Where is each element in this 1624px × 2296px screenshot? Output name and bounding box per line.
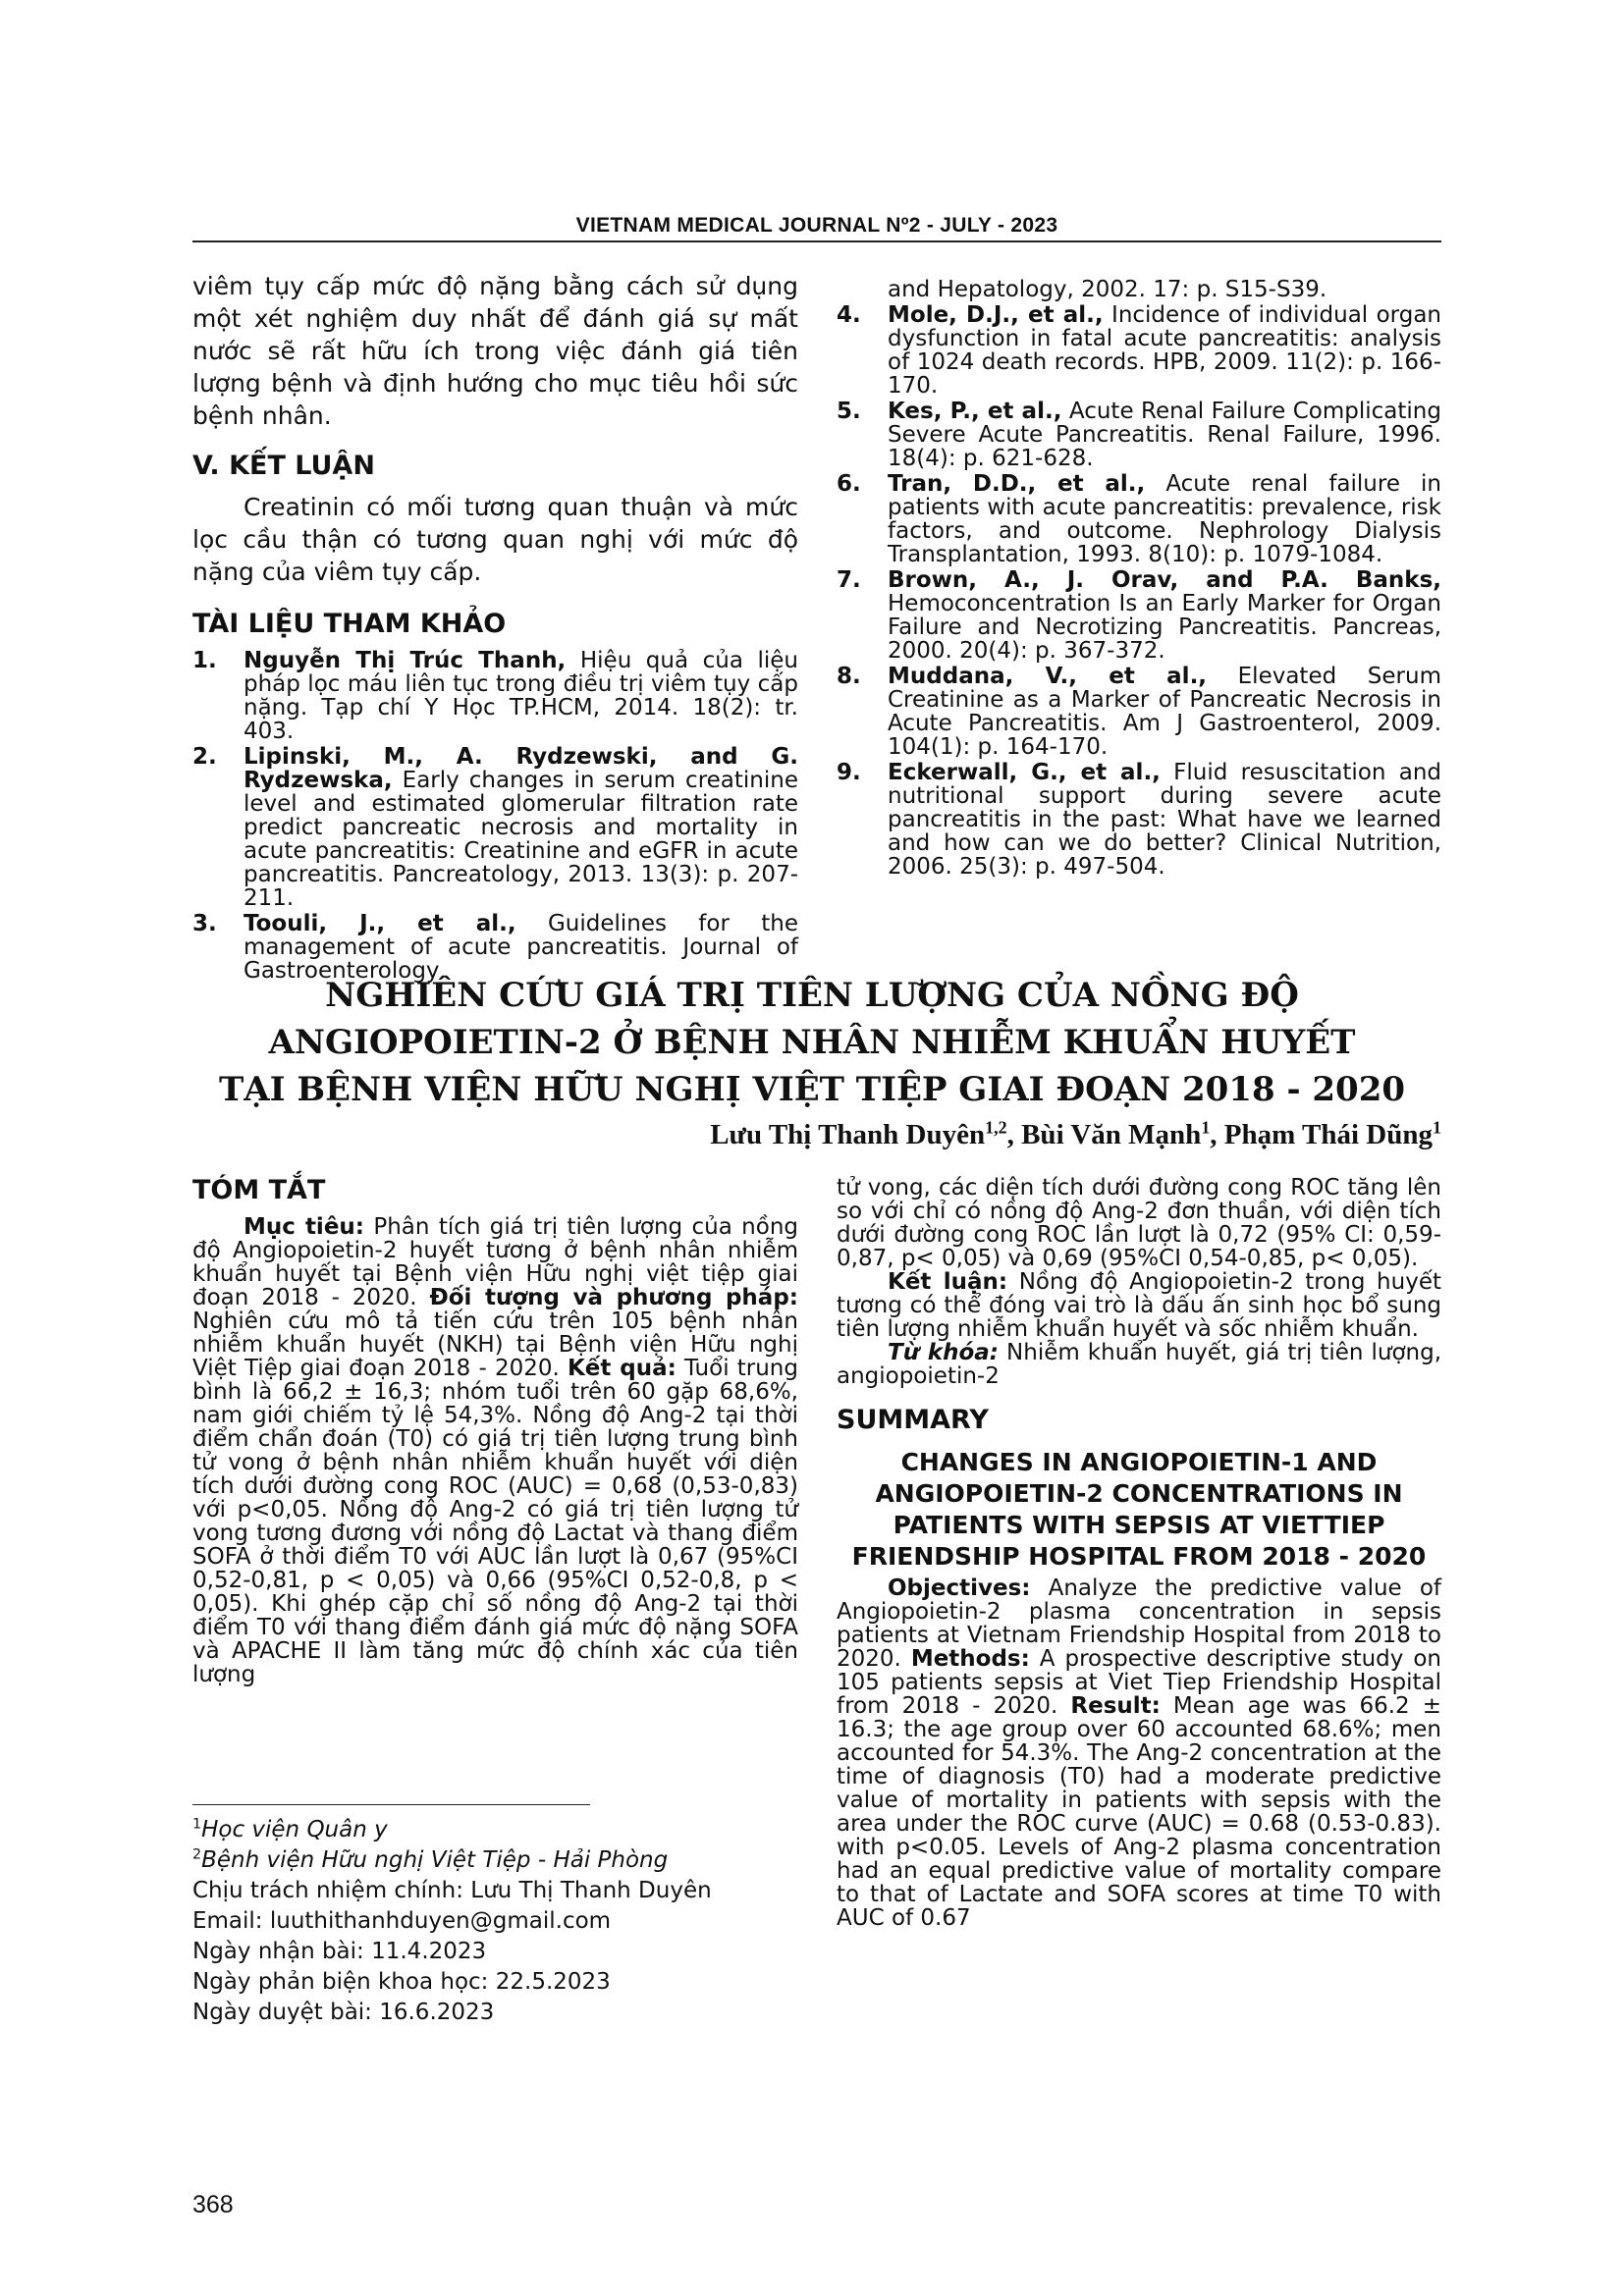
conclusion-heading: V. KẾT LUẬN xyxy=(192,451,375,481)
reference-continuation: and Hepatology, 2002. 17: p. S15-S39. xyxy=(888,277,1327,302)
reference-item: 7. Brown, A., J. Orav, and P.A. Banks, Hemoconcentration Is an Early Marker for Organ Failure and Necrotizing Pancreatitis. Pancreas, 2000. 20(4): p. 367-372. xyxy=(837,567,1441,664)
article-authors: Lưu Thị Thanh Duyên$^{1,2}$, Bùi Văn Mạnh$^1$, Phạm Thái Dũng$^1$ xyxy=(710,1117,1441,1150)
prev-article-right-column xyxy=(837,278,1441,881)
prev-article-left-column xyxy=(192,270,798,985)
page-number: 368 xyxy=(192,2191,234,2218)
reference-item: 6. Tran, D.D., et al., Acute renal failure in patients with acute pancreatitis: prevalence, risk factors, and outcome. Nephrology Dialysis Transplantation, 1993. 8(10): p. 1079-1084. xyxy=(837,471,1441,567)
tom-tat-heading: TÓM TẮT xyxy=(192,1175,326,1205)
footnote-received: Ngày nhận bài: 11.4.2023 xyxy=(192,1939,487,1964)
footnote-responsible: Chịu trách nhiệm chính: Lưu Thị Thanh Duyên xyxy=(192,1878,712,1903)
author-name: Lưu Thị Thanh Duyên xyxy=(710,1119,986,1150)
summary-title: CHANGES IN ANGIOPOIETIN-1 AND ANGIOPOIETIN-2 CONCENTRATIONS IN PATIENTS WITH SEPSIS AT VIETTIEP FRIENDSHIP HOSPITAL FROM 2018 - 2020 xyxy=(851,1448,1427,1571)
tom-tat-result-part1: Tuổi trung bình là 66,2 ± 16,3; nhóm tuổi trên 60 gặp 68,6%, nam giới chiếm tỷ lệ 54,3%. Nồng độ Ang-2 tại thời điểm chẩn đoán (T0) có giá trị tiên lượng trung bình tử vong ở bệnh nhân nhiễm khuẩn huyết với diện tích dưới đường cong ROC (AUC) = 0,68 (0,53-0,83) với p<0,05. Nồng độ Ang-2 có giá trị tiên lượng tử vong tương đương với nồng độ Lactat và thang điểm SOFA ở thời điểm T0 với AUC lần lượt là 0,67 (95%CI 0,52-0,81, p < 0,05) và 0,66 (95%CI 0,52-0,8, p < 0,05). Khi ghép cặp chỉ số nồng độ Ang-2 tại thời điểm T0 với thang điểm đánh giá mức độ nặng SOFA và APACHE II làm tăng mức độ chính xác của tiên lượng xyxy=(192,1356,798,1687)
tom-tat-result-part2: tử vong, các diện tích dưới đường cong ROC tăng lên so với chỉ có nồng độ Ang-2 đơn thuần, với diện tích dưới đường cong ROC lần lượt là 0,72 (95% CI: 0,59-0,87, p< 0,05) và 0,69 (95%CI 0,54-0,85, p< 0,05). xyxy=(837,1175,1441,1271)
conclusion-text: Creatinin có mối tương quan thuận và mức lọc cầu thận có tương quan nghị với mức độ nặng của viêm tụy cấp. xyxy=(192,493,798,586)
footnote-rule xyxy=(192,1804,590,1805)
tom-tat-continued xyxy=(837,1176,1441,1270)
running-header: VIETNAM MEDICAL JOURNAL Nº2 - JULY - 2023 xyxy=(575,214,1058,237)
header-rule xyxy=(192,240,1441,242)
references-list-right xyxy=(837,278,1441,879)
article-title: NGHIÊN CỨU GIÁ TRỊ TIÊN LƯỢNG CỦA NỒNG ĐỘ ANGIOPOIETIN-2 Ở BỆNH NHÂN NHIỄM KHUẨN HUYẾT TẠI BỆNH VIỆN HỮU NGHỊ VIỆT TIỆP GIAI ĐOẠN 2018 - 2020 xyxy=(218,976,1406,1109)
author-name: Bùi Văn Mạnh xyxy=(1021,1119,1202,1150)
author-name: Phạm Thái Dũng xyxy=(1223,1119,1434,1150)
prev-article-closing-paragraph: viêm tụy cấp mức độ nặng bằng cách sử dụng một xét nghiệm duy nhất để đánh giá sự mất nước sẽ rất hữu ích trong việc đánh giá tiên lượng bệnh và định hướng cho mục tiêu hồi sức bệnh nhân. xyxy=(192,272,798,430)
reference-item: 5. Kes, P., et al., Acute Renal Failure Complicating Severe Acute Pancreatitis. Renal Failure, 1996. 18(4): p. 621-628. xyxy=(837,399,1441,471)
footnote-accepted: Ngày duyệt bài: 16.6.2023 xyxy=(192,2000,495,2025)
abstract-left-column xyxy=(192,1174,798,1686)
reference-item: 3. Toouli, J., et al., Guidelines for the management of acute pancreatitis. Journal of Gastroenterology xyxy=(192,911,798,984)
footnote-affiliation-1: $^1$Học viện Quân y xyxy=(192,1816,388,1842)
footnote-affiliation-2: $^2$Bệnh viện Hữu nghị Việt Tiệp - Hải Phòng xyxy=(192,1846,669,1873)
footnote-email: Email: luuthithanhduyen@gmail.com xyxy=(192,1908,612,1934)
reference-item: 1. Nguyễn Thị Trúc Thanh, Hiệu quả của liệu pháp lọc máu liên tục trong điều trị viêm tụy cấp nặng. Tạp chí Y Học TP.HCM, 2014. 18(2): tr. 403. xyxy=(192,648,798,744)
references-heading: TÀI LIỆU THAM KHẢO xyxy=(192,609,507,639)
abstract-right-column xyxy=(837,1176,1441,1930)
reference-item: 8. Muddana, V., et al., Elevated Serum Creatinine as a Marker of Pancreatic Necrosis in Acute Pancreatitis. Am J Gastroenterol, 2009. 104(1): p. 164-170. xyxy=(837,664,1441,760)
footnotes xyxy=(192,1804,798,2028)
references-list-left xyxy=(192,649,798,983)
summary-body: Objectives: Analyze the predictive value of Angiopoietin-2 plasma concentration in sepsis patients at Vietnam Friendship Hospital from 2018 to 2020. Methods: A prospective descriptive study on 105 patients sepsis at Viet Tiep Friendship Hospital from 2018 - 2020. Result: Mean age was 66.2 ± 16.3; the age group over 60 accounted 68.6%; men accounted for 54.3%. The Ang-2 concentration at the time of diagnosis (T0) had a moderate predictive value of mortality in patients with sepsis with the area under the ROC curve (AUC) = 0.68 (0.53-0.83). with p<0.05. Levels of Ang-2 plasma concentration had an equal predictive value of mortality compare to that of Lactate and SOFA scores at time T0 with AUC of 0.67 xyxy=(837,1575,1441,1931)
reference-item: 4. Mole, D.J., et al., Incidence of individual organ dysfunction in fatal acute pancreatitis: analysis of 1024 death records. HPB, 2009. 11(2): p. 166-170. xyxy=(837,302,1442,399)
tom-tat-body: Mục tiêu: Phân tích giá trị tiên lượng của nồng độ Angiopoietin-2 huyết tương ở bệnh nhân nhiễm khuẩn huyết tại Bệnh viện Hữu nghị việt tiệp giai đoạn 2018 - 2020. Đối tượng và phương pháp: Nghiên cứu mô tả tiến cứu trên 105 bệnh nhân nhiễm khuẩn huyết (NKH) tại Bệnh viện Hữu nghị Việt Tiệp giai đoạn 2018 - 2020. Kết quả: Tuổi trung bình là 66,2 ± 16,3; nhóm tuổi trên 60 gặp 68,6%, nam giới chiếm tỷ lệ 54,3%. Nồng độ Ang-2 tại thời điểm chẩn đoán (T0) có giá trị tiên lượng trung bình tử vong ở bệnh nhân nhiễm khuẩn huyết với diện tích dưới đường cong ROC (AUC) = 0,68 (0,53-0,83) với p<0,05. Nồng độ Ang-2 có giá trị tiên lượng tử vong tương đương với nồng độ Lactat và thang điểm SOFA ở thời điểm T0 với AUC lần lượt là 0,67 (95%CI 0,52-0,81, p < 0,05) và 0,66 (95%CI 0,52-0,8, p < 0,05). Khi ghép cặp chỉ số nồng độ Ang-2 tại thời điểm T0 với thang điểm đánh giá mức độ nặng SOFA và APACHE II làm tăng mức độ chính xác của tiên lượng xyxy=(192,1214,798,1687)
reference-item: 2. Lipinski, M., A. Rydzewski, and G. Rydzewska, Early changes in serum creatinine level and estimated glomerular filtration rate predict pancreatic necrosis and mortality in acute pancreatitis: Creatinine and eGFR in acute pancreatitis. Pancreatology, 2013. 13(3): p. 207-211. xyxy=(192,744,798,911)
keywords: Từ khóa: Nhiễm khuẩn huyết, giá trị tiên lượng, angiopoietin-2 xyxy=(837,1340,1442,1389)
footnote-reviewed: Ngày phản biện khoa học: 22.5.2023 xyxy=(192,1969,611,1995)
reference-item: 9. Eckerwall, G., et al., Fluid resuscitation and nutritional support during severe acute pancreatitis in the past: What have we learned and how can we do better? Clinical Nutrition, 2006. 25(3): p. 497-504. xyxy=(837,760,1441,880)
tom-tat-conclusion: Kết luận: Nồng độ Angiopoietin-2 trong huyết tương có thể đóng vai trò là dấu ấn sinh học bổ sung tiên lượng nhiễm khuẩn huyết và sốc nhiễm khuẩn. xyxy=(837,1269,1441,1342)
summary-heading: SUMMARY xyxy=(837,1405,989,1435)
